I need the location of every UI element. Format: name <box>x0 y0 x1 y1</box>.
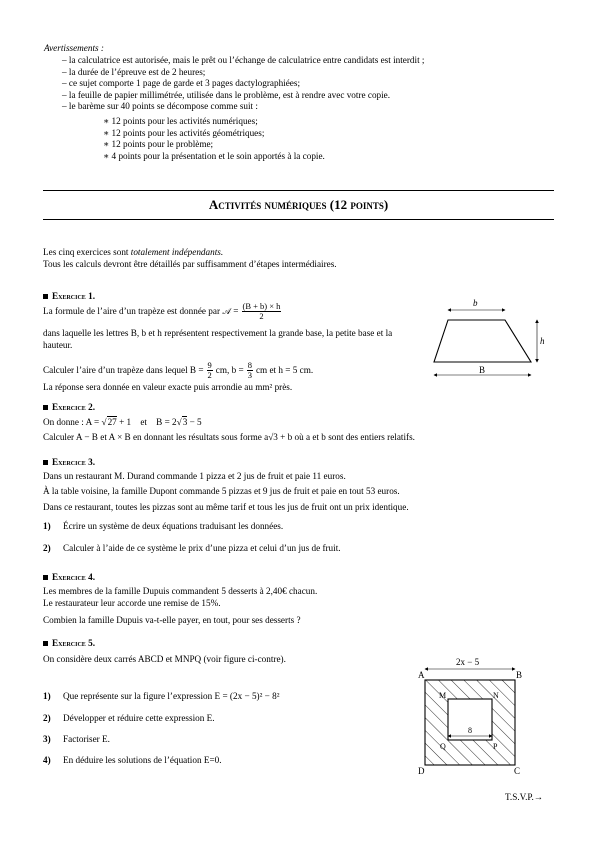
exercise-5-question-3: 3) Factoriser E. <box>43 734 110 744</box>
label-2x-5: 2x − 5 <box>456 657 480 667</box>
bullet-square-icon <box>43 641 48 646</box>
exercise-1-question: Calculer l’aire d’un trapèze dans lequel B = $\frac{9}{2}$ cm, b = $\frac{8}{3}$ cm et h = 5 cm. <box>43 360 314 380</box>
label-M: M <box>439 691 447 700</box>
warning-item: – la feuille de papier millimétrée, utilisée dans le problème, est à rendre avec votre copie. <box>62 89 391 100</box>
bareme-item: ∗ 12 points pour les activités géométriques; <box>103 127 265 138</box>
squares-figure <box>410 652 530 778</box>
label-D: D <box>418 766 425 776</box>
intro-line-1: Les cinq exercices sont totalement indépendants. <box>43 247 224 257</box>
exercise-5-question-1: 1) Que représente sur la figure l’expression E = (2x − 5)² − 8² <box>43 691 280 701</box>
section-rule-top <box>43 190 554 191</box>
label-P: P <box>493 742 498 751</box>
exercise-5-title: Exercice 5. <box>43 638 95 650</box>
exercise-2-question: Calculer A − B et A × B en donnant les résultats sous forme a√3 + b où a et b sont des entiers relatifs. <box>43 432 415 442</box>
section-title: Activités numériques (12 points) <box>208 197 389 212</box>
label-B: B <box>516 670 523 680</box>
label-N: N <box>493 691 499 700</box>
footer-tsvp: T.S.V.P.→ <box>505 792 543 802</box>
trapezoid-shape <box>434 320 531 362</box>
label-8: 8 <box>468 726 472 735</box>
bullet-square-icon <box>43 575 48 580</box>
section-rule-bottom <box>43 219 554 220</box>
exercise-3-question-2: 2) Calculer à l’aide de ce système le prix d’une pizza et celui d’un jus de fruit. <box>43 543 341 553</box>
bullet-square-icon <box>43 294 48 299</box>
exercise-3-line-1: Dans un restaurant M. Durand commande 1 pizza et 2 jus de fruit et paie 11 euros. <box>43 471 346 481</box>
exercise-1-title: Exercice 1. <box>43 291 95 303</box>
label-h: h <box>540 336 545 346</box>
bareme-item: ∗ 12 points pour le problème; <box>103 139 214 149</box>
exercise-2-given: On donne : A = √27 + 1 et B = 2√3 − 5 <box>43 417 202 427</box>
intro-line-2: Tous les calculs devront être détaillés par suffisamment d’étapes intermédiaires. <box>43 259 337 269</box>
exercise-3-title: Exercice 3. <box>43 457 95 469</box>
label-C: C <box>514 766 521 776</box>
warning-item: – la durée de l’épreuve est de 2 heures; <box>62 66 206 77</box>
exercise-3-line-3: Dans ce restaurant, toutes les pizzas sont au même tarif et tous les jus de fruit ont un prix identique. <box>43 502 409 512</box>
warning-item: – la calculatrice est autorisée, mais le prêt ou l’échange de calculatrice entre candidats est interdit ; <box>62 55 425 65</box>
label-Q: Q <box>440 742 446 751</box>
label-b: b <box>473 298 478 308</box>
trapezoid-figure <box>425 295 555 383</box>
warnings-title: Avertissements : <box>44 43 104 53</box>
exercise-1-answer-note: La réponse sera donnée en valeur exacte puis arrondie au mm² près. <box>43 382 293 392</box>
exercise-1-text: dans laquelle les lettres B, b et h représentent respectivement la grande base, la petite base et la hauteur. <box>43 328 393 350</box>
exercise-4-question: Combien la famille Dupuis va-t-elle payer, en tout, pour ses desserts ? <box>43 615 301 625</box>
exercise-4-line-2: Le restaurateur leur accorde une remise de 15%. <box>43 598 221 608</box>
label-B: B <box>479 365 486 375</box>
bullet-square-icon <box>43 460 48 465</box>
exercise-3-question-1: 1) Écrire un système de deux équations traduisant les données. <box>43 521 284 531</box>
exercise-3-line-2: À la table voisine, la famille Dupont commande 5 pizzas et 9 jus de fruit et paie en tout 53 euros. <box>43 486 400 496</box>
exercise-1-formula: La formule de l’aire d’un trapèze est donnée par 𝒜 = $\frac{(B + b) \times h}{2}$ <box>43 301 281 321</box>
warning-item: – le barème sur 40 points se décompose comme suit : <box>62 101 258 111</box>
exercise-4-title: Exercice 4. <box>43 572 95 584</box>
bullet-square-icon <box>43 405 48 410</box>
label-A: A <box>418 670 425 680</box>
bareme-item: ∗ 4 points pour la présentation et le soin apportés à la copie. <box>103 150 325 161</box>
exercise-2-title: Exercice 2. <box>43 402 95 414</box>
warnings-list <box>62 55 424 113</box>
exercise-5-intro: On considère deux carrés ABCD et MNPQ (voir figure ci-contre). <box>43 654 286 664</box>
exercise-5-question-4: 4) En déduire les solutions de l’équation E=0. <box>43 755 222 765</box>
exercise-4-line-1: Les membres de la famille Dupuis commandent 5 desserts à 2,40€ chacun. <box>43 586 318 596</box>
warning-item: – ce sujet comporte 1 page de garde et 3 pages dactylographiées; <box>62 78 301 88</box>
barème-list <box>103 116 325 162</box>
bareme-item: ∗ 12 points pour les activités numériques; <box>103 116 258 126</box>
exercise-5-question-2: 2) Développer et réduire cette expression E. <box>43 713 215 723</box>
